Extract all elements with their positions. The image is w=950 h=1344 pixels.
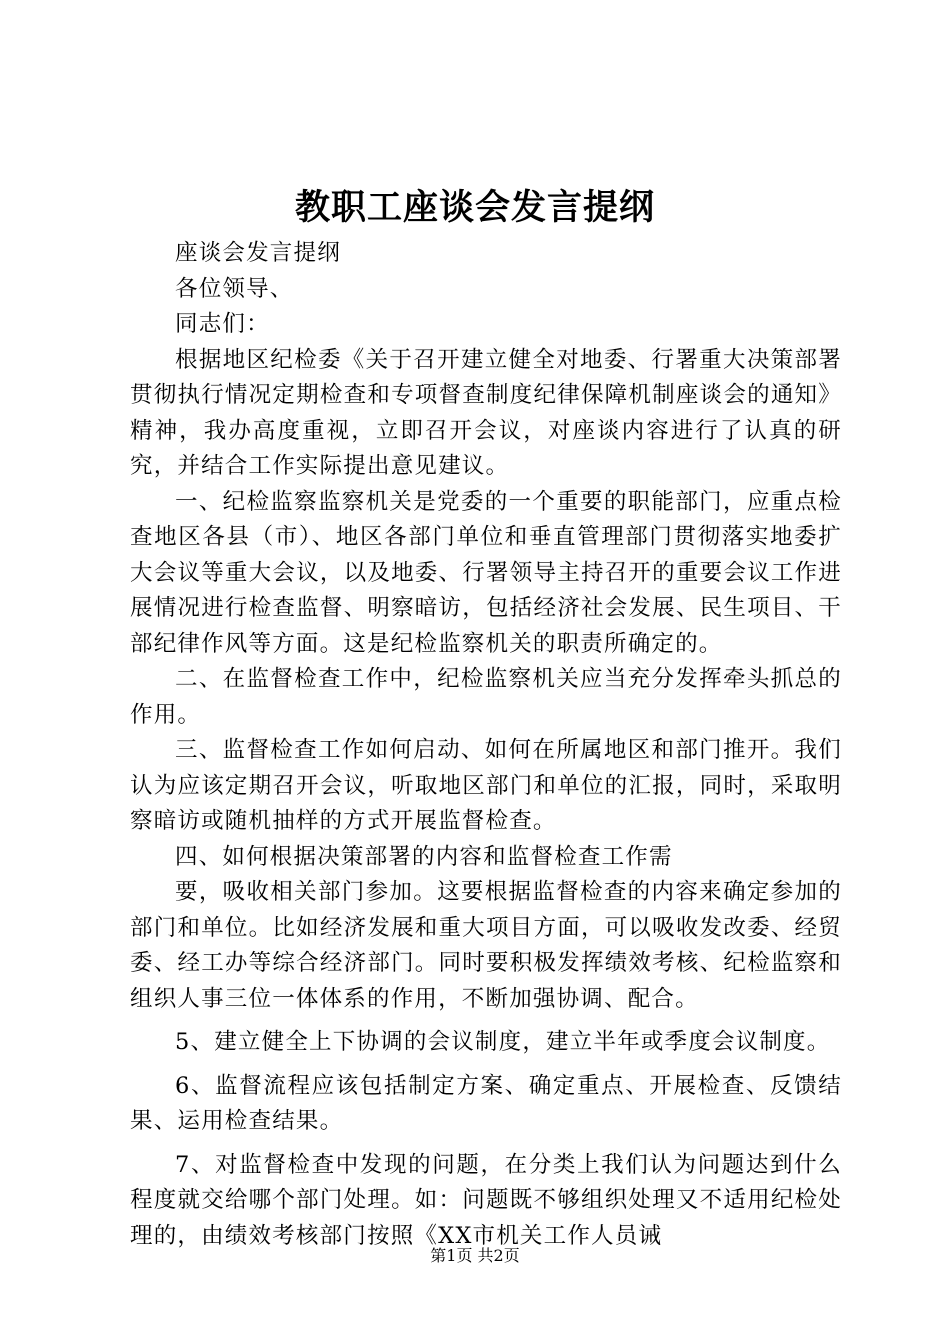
paragraph-greeting-leaders: 各位领导、 [175, 275, 294, 302]
paragraph-point-4-body: 要，吸收相关部门参加。这要根据监督检查的内容来确定参加的部门和单位。比如经济发展和重大项目方面，可以吸收发改委、经贸委、经工办等综合经济部门。同时要积极发挥绩效考核、纪检监察和组织人事三位一体体系的作用，不断加强协调、配合。 [130, 879, 842, 1012]
paragraph-point-6: 6、监督流程应该包括制定方案、确定重点、开展检查、反馈结果、运用检查结果。 [130, 1072, 842, 1134]
document-title: 教职工座谈会发言提纲 [294, 187, 655, 228]
paragraph-point-7: 7、对监督检查中发现的问题，在分类上我们认为问题达到什么程度就交给哪个部门处理。如：问题既不够组织处理又不适用纪检处理的，由绩效考核部门按照《XX市机关工作人员诫 [130, 1151, 842, 1249]
paragraph-subtitle: 座谈会发言提纲 [175, 240, 341, 266]
paragraph-point-2: 二、在监督检查工作中，纪检监察机关应当充分发挥牵头抓总的作用。 [130, 666, 842, 728]
paragraph-point-1: 一、纪检监察监察机关是党委的一个重要的职能部门，应重点检查地区各县（市）、地区各部门单位和垂直管理部门贯彻落实地委扩大会议等重大会议，以及地委、行署领导主持召开的重要会议工作进展情况进行检查监督、明察暗访，包括经济社会发展、民生项目、干部纪律作风等方面。这是纪检监察机关的职责所确定的。 [130, 488, 842, 657]
paragraph-point-4-heading: 四、如何根据决策部署的内容和监督检查工作需 [175, 843, 673, 870]
paragraph-point-3: 三、监督检查工作如何启动、如何在所属地区和部门推开。我们认为应该定期召开会议，听取地区部门和单位的汇报，同时，采取明察暗访或随机抽样的方式开展监督检查。 [130, 737, 842, 834]
document-body [130, 236, 842, 1254]
paragraph-greeting-comrades: 同志们： [175, 311, 270, 337]
paragraph-intro: 根据地区纪检委《关于召开建立健全对地委、行署重大决策部署贯彻执行情况定期检查和专项督查制度纪律保障机制座谈会的通知》精神，我办高度重视，立即召开会议，对座谈内容进行了认真的研究，并结合工作实际提出意见建议。 [130, 346, 842, 479]
page-footer: 第1页 共2页 [430, 1246, 520, 1265]
paragraph-point-5: 5、建立健全上下协调的会议制度，建立半年或季度会议制度。 [175, 1029, 831, 1055]
